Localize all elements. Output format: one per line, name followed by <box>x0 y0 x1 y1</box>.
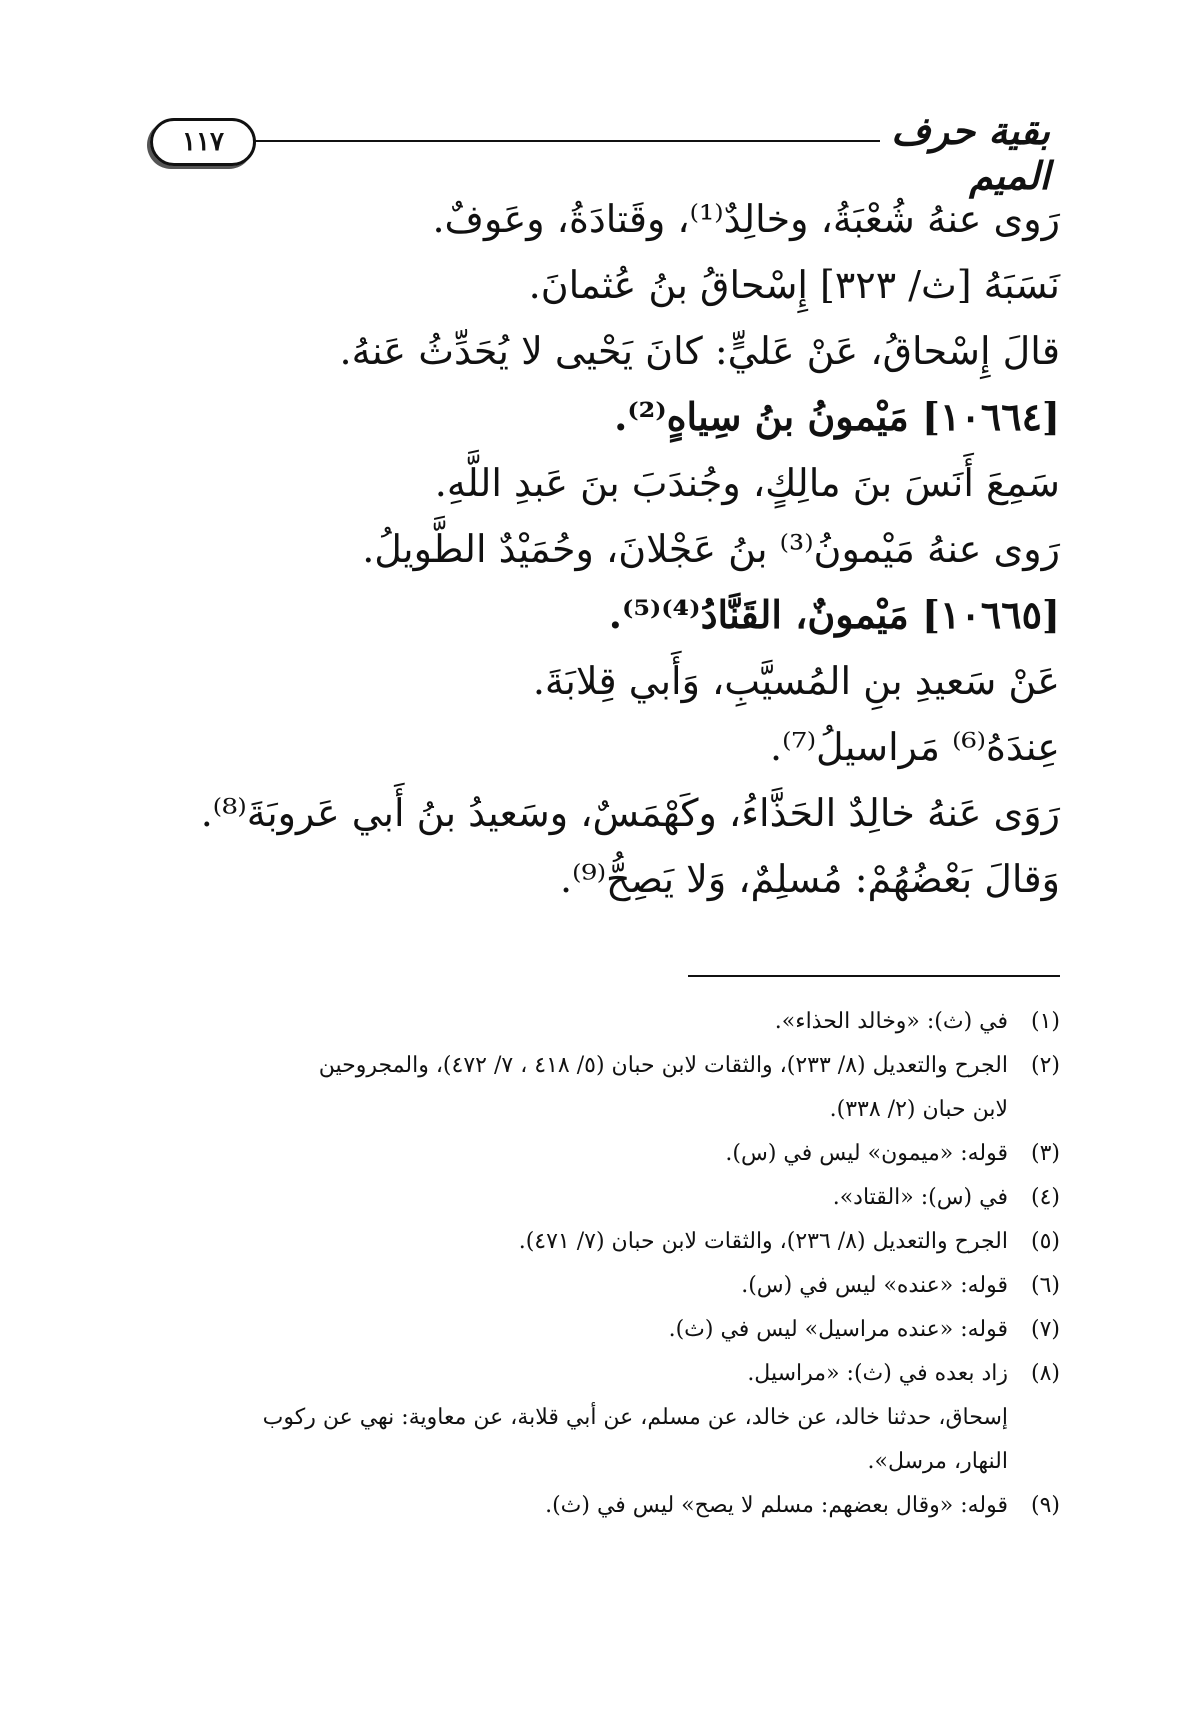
footnote-number: (١) <box>1030 1009 1060 1034</box>
footnote-text: إسحاق، حدثنا خالد، عن خالد، عن مسلم، عن أبي قلابة، عن معاوية: نهي عن ركوب <box>262 1405 1008 1430</box>
footnote-continuation <box>125 1440 1060 1484</box>
footnote <box>125 1044 1060 1088</box>
footnotes <box>125 1000 1060 1528</box>
footnote-text: لابن حبان (٢/ ٣٣٨). <box>829 1097 1008 1122</box>
footnote-separator <box>688 975 1060 977</box>
footnote-number <box>1008 1088 1060 1132</box>
text-line: قالَ إِسْحاقُ، عَنْ عَليٍّ: كانَ يَحْيى لا يُحَدِّثُ عَنهُ. <box>339 329 1060 373</box>
footnote-number: (٥) <box>1030 1229 1060 1254</box>
footnote <box>125 1308 1060 1352</box>
footnote-text: قوله: «عنده مراسيل» ليس في (ث). <box>668 1317 1008 1342</box>
footnote-text: الجرح والتعديل (٨/ ٢٣٣)، والثقات لابن حبان (٥/ ٤١٨ ، ٧/ ٤٧٢)، والمجروحين <box>318 1053 1008 1078</box>
footnote-text: الجرح والتعديل (٨/ ٢٣٦)، والثقات لابن حبان (٧/ ٤٧١). <box>518 1229 1008 1254</box>
page-number-badge: ١١٧ <box>150 118 256 166</box>
footnote-text: النهار، مرسل». <box>867 1449 1008 1474</box>
footnote-number: (٦) <box>1030 1273 1060 1298</box>
text-line: رَوى عنهُ مَيْمونُ⁽³⁾ بنُ عَجْلانَ، وحُمَيْدٌ الطَّويلُ. <box>362 527 1060 571</box>
footnote-text: زاد بعده في (ث): «مراسيل. <box>747 1361 1008 1386</box>
footnote <box>125 1220 1060 1264</box>
footnote-continuation <box>125 1396 1060 1440</box>
text-line: رَوَى عَنهُ خالِدٌ الحَذَّاءُ، وكَهْمَسٌ، وسَعيدُ بنُ أَبي عَروبَةَ⁽⁸⁾. <box>200 791 1060 835</box>
footnote-continuation <box>125 1088 1060 1132</box>
text-line: عِندَهُ⁽⁶⁾ مَراسيلُ⁽⁷⁾. <box>770 725 1060 769</box>
footnote-number: (٤) <box>1030 1185 1060 1210</box>
footnote-text: في (ث): «وخالد الحذاء». <box>774 1009 1008 1034</box>
footnote-number: (٣) <box>1030 1141 1060 1166</box>
main-text <box>160 186 1060 912</box>
entry-heading: [١٠٦٦٥] مَيْمونٌ، القَنَّادُ⁽⁴⁾⁽⁵⁾. <box>608 592 1060 637</box>
footnote <box>125 1132 1060 1176</box>
footnote-text: في (س): «القتاد». <box>832 1185 1008 1210</box>
footnote-number: (٢) <box>1030 1053 1060 1078</box>
header-rule <box>254 140 880 142</box>
page-header <box>150 108 1050 198</box>
footnote-number: (٧) <box>1030 1317 1060 1342</box>
footnote <box>125 1352 1060 1396</box>
footnote-text: قوله: «وقال بعضهم: مسلم لا يصح» ليس في (ث). <box>545 1493 1008 1518</box>
footnote-number: (٩) <box>1030 1493 1060 1518</box>
text-line: سَمِعَ أَنَسَ بنَ مالِكٍ، وجُندَبَ بنَ عَبدِ اللَّهِ. <box>434 461 1060 505</box>
footnote <box>125 1264 1060 1308</box>
text-line: وَقالَ بَعْضُهُمْ: مُسلِمٌ، وَلا يَصِحُّ⁽⁹⁾. <box>560 857 1060 901</box>
footnote-number: (٨) <box>1030 1361 1060 1386</box>
text-line: رَوى عنهُ شُعْبَةُ، وخالِدٌ⁽¹⁾، وقَتادَةُ، وعَوفٌ. <box>432 197 1060 241</box>
footnote-number <box>1008 1440 1060 1484</box>
footnote <box>125 1484 1060 1528</box>
text-line: نَسَبَهُ [ث/ ٣٢٣] إِسْحاقُ بنُ عُثمانَ. <box>528 263 1060 307</box>
text-line: عَنْ سَعيدِ بنِ المُسيَّبِ، وَأَبي قِلابَةَ. <box>532 659 1060 703</box>
footnote <box>125 1000 1060 1044</box>
footnote-text: قوله: «ميمون» ليس في (س). <box>725 1141 1008 1166</box>
footnote <box>125 1176 1060 1220</box>
footnote-number <box>1008 1396 1060 1440</box>
running-title: بقية حرف الميم <box>891 108 1050 198</box>
entry-heading: [١٠٦٦٤] مَيْمونُ بنُ سِياهٍ⁽²⁾. <box>614 394 1060 439</box>
footnote-text: قوله: «عنده» ليس في (س). <box>741 1273 1008 1298</box>
